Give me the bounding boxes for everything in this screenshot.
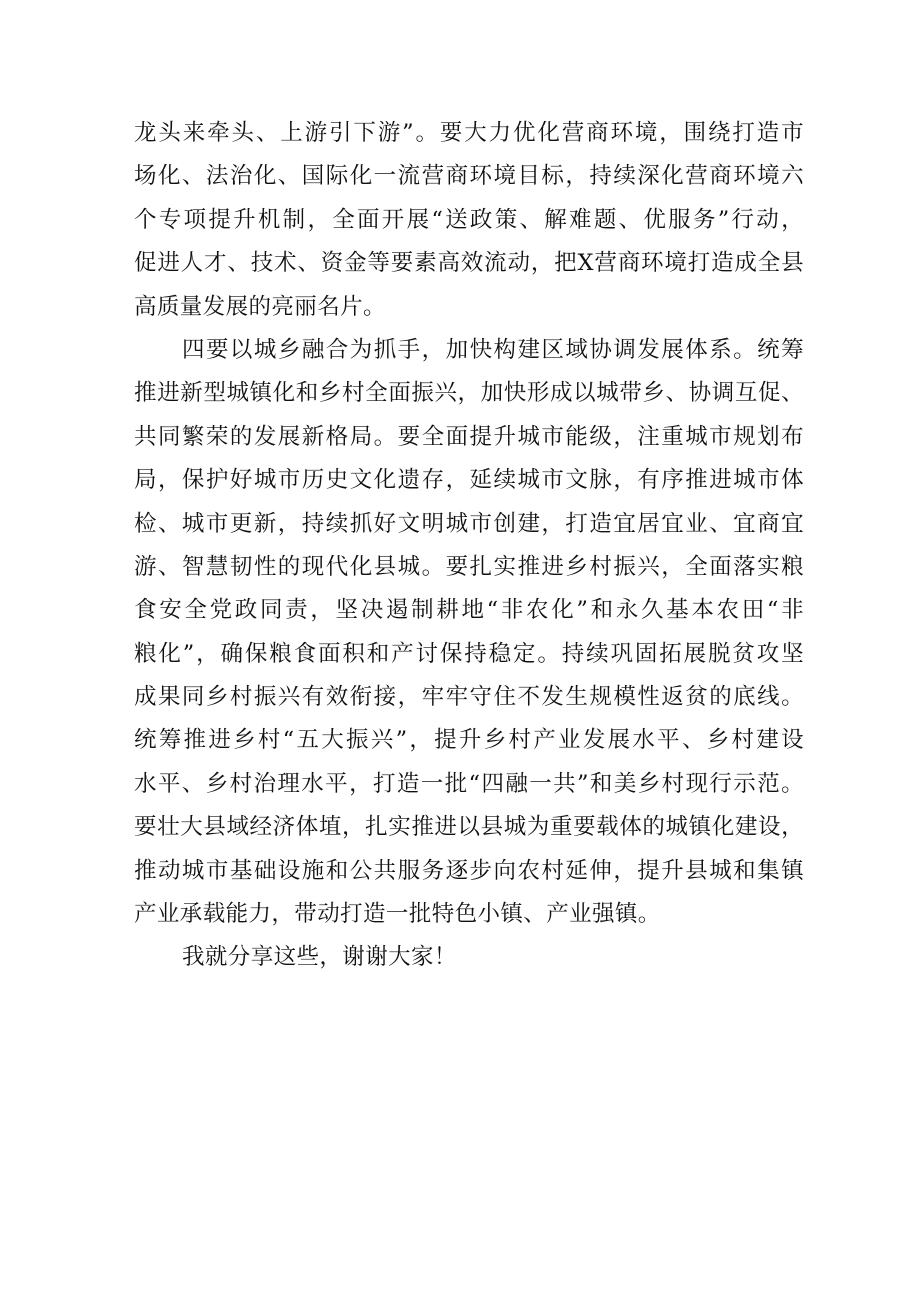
paragraph-line: 要壮大县域经济体埴，扎实推进以县城为重要载体的城镇化建设， [134, 814, 804, 841]
paragraph-line: 局，保护好城市历史文化遗存，延续城市文脉，有序推进城市体 [134, 467, 804, 494]
paragraph-line: 龙头来牵头、上游引下游”。要大力优化营商环境，围绕打造市 [134, 120, 804, 146]
paragraph-line: 成果同乡村振兴有效衔接，牢牢守住不发生规模性返贫的底线。 [134, 684, 804, 711]
paragraph-line: 游、智慧韧性的现代化县城。要扎实推进乡村振兴，全面落实粮 [134, 553, 804, 580]
paragraph-line: 粮化”，确保粮食面积和产讨保持稳定。持续巩固拓展脱贫攻坚 [134, 640, 804, 667]
paragraph-line: 水平、乡村治理水平，打造一批“四融一共”和美乡村现行示范。 [134, 770, 804, 797]
paragraph-line: 食安全党政同责，坚决遏制耕地“非农化”和永久基本农田“非 [134, 597, 804, 624]
paragraph-line: 检、城市更新，持续抓好文明城市创建，打造宜居宜业、宜商宜 [134, 510, 804, 537]
paragraph-line: 高质量发展的亮丽名片。 [134, 293, 386, 320]
document-body [134, 112, 804, 980]
paragraph-line: 推进新型城镇化和乡村全面振兴，加快形成以城带乡、协调互促、 [134, 380, 804, 407]
paragraph-line: 产业承载能力，带动打造一批特色小镇、产业强镇。 [134, 901, 661, 928]
paragraph-line: 统筹推进乡村“五大振兴”，提升乡村产业发展水平、乡村建设 [134, 727, 804, 754]
paragraph-line: 推动城市基础设施和公共服务逐步向农村延伸，提升县城和集镇 [134, 857, 804, 884]
paragraph-line: 共同繁荣的发展新格局。要全面提升城市能级，注重城市规划布 [134, 423, 804, 450]
paragraph-line: 个专项提升机制，全面开展“送政策、解难题、优服务”行动， [134, 206, 804, 233]
paragraph-first-line: 四要以城乡融合为抓手，加快构建区域协调发展体系。统筹 [182, 336, 804, 363]
paragraph-line: 促进人才、技术、资金等要素高效流动，把X营商环境打造成全县 [134, 250, 804, 277]
closing-line: 我就分享这些，谢谢大家！ [182, 944, 457, 971]
paragraph-line: 场化、法治化、国际化一流营商环境目标，持续深化营商环境六 [134, 163, 804, 190]
